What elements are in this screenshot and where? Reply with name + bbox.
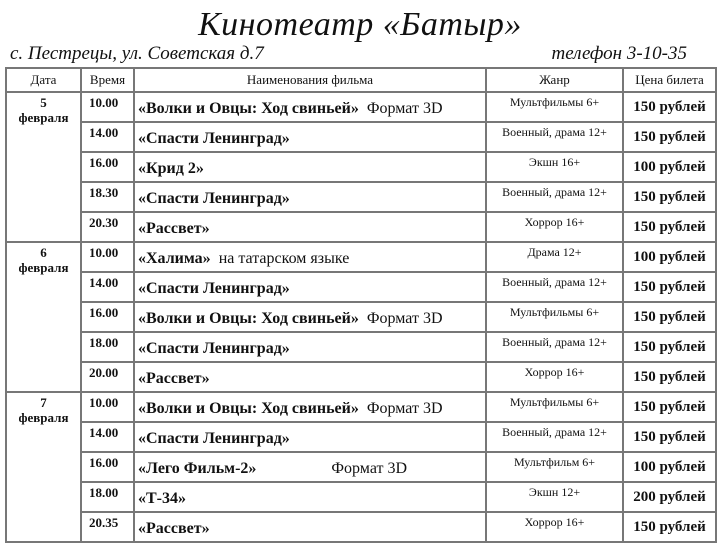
ticket-price: 100 рублей [623,452,716,482]
table-row [6,452,716,482]
film-genre: Мультфильмы 6+ [486,392,623,422]
table-row [6,362,716,392]
page-title: Кинотеатр «Батыр» [198,6,522,43]
session-time: 10.00 [81,92,134,122]
film-genre: Хоррор 16+ [486,362,623,392]
film-title: «Волки и Овцы: Ход свиньей» [138,400,359,417]
film-cell [134,272,486,302]
table-row [6,512,716,542]
film-genre: Военный, драма 12+ [486,272,623,302]
schedule-table [5,67,717,543]
film-genre: Военный, драма 12+ [486,122,623,152]
date-cell [6,242,81,392]
session-time: 20.00 [81,362,134,392]
date-day: 5 [40,95,47,110]
ticket-price: 150 рублей [623,422,716,452]
date-cell [6,92,81,242]
film-title: «Спасти Ленинград» [138,280,290,297]
film-title: «Т-34» [138,490,186,507]
session-time: 10.00 [81,242,134,272]
film-cell [134,92,486,122]
date-month: февраля [18,410,69,425]
film-note: Формат 3D [331,460,408,477]
session-time: 20.35 [81,512,134,542]
column-header-date: Дата [6,68,81,92]
film-title: «Крид 2» [138,160,204,177]
session-time: 14.00 [81,422,134,452]
film-genre: Хоррор 16+ [486,512,623,542]
film-cell [134,422,486,452]
date-day: 6 [40,245,47,260]
film-genre: Хоррор 16+ [486,212,623,242]
film-title: «Рассвет» [138,220,210,237]
film-genre: Мультфильмы 6+ [486,302,623,332]
film-cell [134,212,486,242]
film-cell [134,302,486,332]
table-row [6,182,716,212]
date-month: февраля [18,260,69,275]
film-cell [134,332,486,362]
film-cell [134,482,486,512]
session-time: 20.30 [81,212,134,242]
film-genre: Военный, драма 12+ [486,332,623,362]
session-time: 10.00 [81,392,134,422]
ticket-price: 100 рублей [623,152,716,182]
film-genre: Драма 12+ [486,242,623,272]
film-cell [134,242,486,272]
film-cell [134,362,486,392]
ticket-price: 150 рублей [623,212,716,242]
film-note: Формат 3D [366,100,443,117]
column-header-film: Наименования фильма [134,68,486,92]
session-time: 18.30 [81,182,134,212]
cinema-address: с. Пестрецы, ул. Советская д.7 [10,43,264,64]
film-title: «Волки и Овцы: Ход свиньей» [138,310,359,327]
table-row [6,242,716,272]
film-cell [134,392,486,422]
ticket-price: 150 рублей [623,302,716,332]
film-cell [134,182,486,212]
table-row [6,392,716,422]
film-genre: Военный, драма 12+ [486,182,623,212]
film-genre: Экшн 12+ [486,482,623,512]
table-row [6,272,716,302]
film-title: «Лего Фильм-2» [138,460,257,477]
film-note: Формат 3D [366,310,443,327]
ticket-price: 150 рублей [623,512,716,542]
cinema-phone: телефон 3-10-35 [551,43,687,64]
table-row [6,302,716,332]
ticket-price: 100 рублей [623,242,716,272]
date-day: 7 [40,395,47,410]
film-genre: Военный, драма 12+ [486,422,623,452]
film-title: «Рассвет» [138,370,210,387]
session-time: 16.00 [81,302,134,332]
session-time: 16.00 [81,152,134,182]
table-row [6,92,716,122]
table-row [6,122,716,152]
column-header-price: Цена билета [623,68,716,92]
film-title: «Спасти Ленинград» [138,340,290,357]
table-row [6,212,716,242]
session-time: 16.00 [81,452,134,482]
film-note: на татарском языке [218,250,350,267]
film-cell [134,512,486,542]
column-header-genre: Жанр [486,68,623,92]
film-title: «Спасти Ленинград» [138,190,290,207]
session-time: 14.00 [81,122,134,152]
ticket-price: 200 рублей [623,482,716,512]
film-cell [134,152,486,182]
ticket-price: 150 рублей [623,392,716,422]
table-header-row [6,68,716,92]
date-month: февраля [18,110,69,125]
film-genre: Экшн 16+ [486,152,623,182]
film-title: «Халима» [138,250,211,267]
session-time: 18.00 [81,332,134,362]
film-title: «Спасти Ленинград» [138,130,290,147]
session-time: 18.00 [81,482,134,512]
table-row [6,332,716,362]
date-cell [6,392,81,542]
ticket-price: 150 рублей [623,362,716,392]
ticket-price: 150 рублей [623,272,716,302]
film-title: «Волки и Овцы: Ход свиньей» [138,100,359,117]
film-title: «Рассвет» [138,520,210,537]
ticket-price: 150 рублей [623,332,716,362]
film-title: «Спасти Ленинград» [138,430,290,447]
table-row [6,152,716,182]
film-cell [134,122,486,152]
film-genre: Мультфильмы 6+ [486,92,623,122]
ticket-price: 150 рублей [623,182,716,212]
ticket-price: 150 рублей [623,92,716,122]
session-time: 14.00 [81,272,134,302]
table-row [6,482,716,512]
ticket-price: 150 рублей [623,122,716,152]
table-row [6,422,716,452]
column-header-time: Время [81,68,134,92]
film-cell [134,452,486,482]
film-note: Формат 3D [366,400,443,417]
film-genre: Мультфильм 6+ [486,452,623,482]
